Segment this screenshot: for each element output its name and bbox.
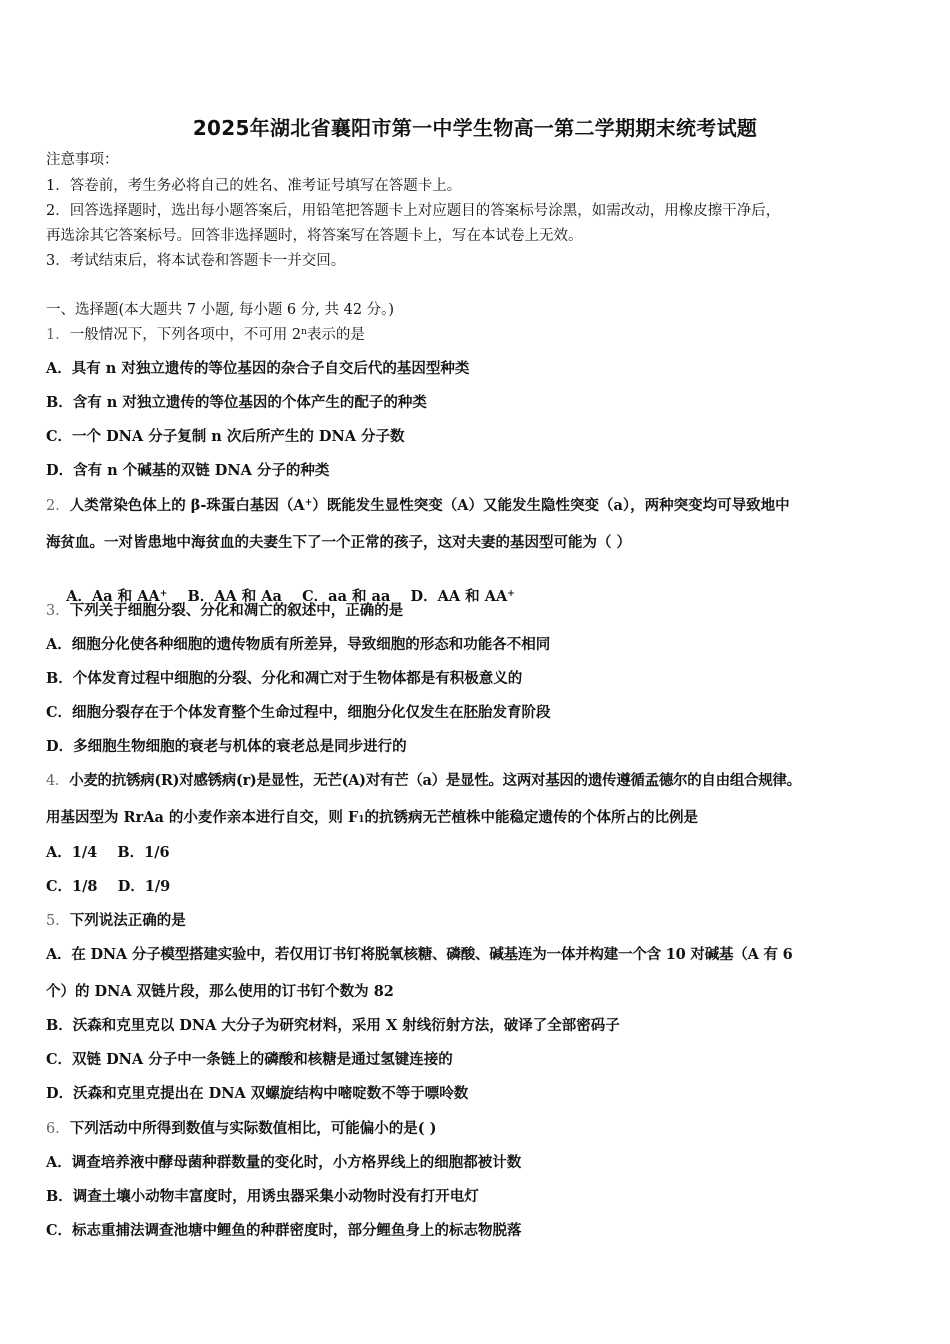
question-number: 6． [46,1121,70,1137]
question-number: 3． [46,603,70,619]
question-3-option-a: A．细胞分化使各种细胞的遗传物质有所差异，导致细胞的形态和功能各不相同 [46,636,551,653]
question-number: 5． [46,913,70,929]
notice-item-2: 2．回答选择题时，选出每小题答案后，用铅笔把答题卡上对应题目的答案标号涂黑，如需改动，用橡皮擦干净后， [46,203,781,219]
section-heading: 一、选择题(本大题共 7 小题, 每小题 6 分, 共 42 分。) [46,302,395,318]
question-3-option-b: B．个体发育过程中细胞的分裂、分化和凋亡对于生物体都是有积极意义的 [46,670,523,687]
question-6-stem: 6．下列活动中所得到数值与实际数值相比，可能偏小的是( ) [46,1120,437,1137]
question-6-option-b: B．调查土壤小动物丰富度时，用诱虫器采集小动物时没有打开电灯 [46,1188,479,1205]
question-5-option-b: B．沃森和克里克以 DNA 大分子为研究材料，采用 X 射线衍射方法，破译了全部密码子 [46,1017,620,1034]
question-6-option-c: C．标志重捕法调查池塘中鲤鱼的种群密度时，部分鲤鱼身上的标志物脱落 [46,1222,522,1239]
question-3-option-c: C．细胞分裂存在于个体发育整个生命过程中，细胞分化仅发生在胚胎发育阶段 [46,704,551,721]
question-5-stem: 5．下列说法正确的是 [46,912,186,929]
notice-item-1: 1．答卷前，考生务必将自己的姓名、准考证号填写在答题卡上。 [46,178,462,194]
question-2-stem-cont: 海贫血。一对皆患地中海贫血的夫妻生下了一个正常的孩子，这对夫妻的基因型可能为（ ） [46,534,632,551]
question-1-option-c: C．一个 DNA 分子复制 n 次后所产生的 DNA 分子数 [46,428,405,445]
question-4-options-cd: C．1/8 D．1/9 [46,878,171,895]
question-number: 2． [46,498,70,514]
notice-item-2-cont: 再选涂其它答案标号。回答非选择题时，将答案写在答题卡上，写在本试卷上无效。 [46,228,583,244]
question-5-option-c: C．双链 DNA 分子中一条链上的磷酸和核糖是通过氢键连接的 [46,1051,453,1068]
notice-item-3: 3．考试结束后，将本试卷和答题卡一并交回。 [46,253,346,269]
question-4-stem-cont: 用基因型为 RrAa 的小麦作亲本进行自交，则 $F_1$的抗锈病无芒植株中能稳定遗传的个体所占的比例是 [46,809,699,826]
question-4-options-ab: A．1/4 B．1/6 [46,844,170,861]
question-2-options: A．Aa 和 AA+ B．AA 和 Aa C．aa 和 aa D．AA 和 AA+ [66,588,515,605]
page-title: 2025年湖北省襄阳市第一中学生物高一第二学期期末统考试题 [192,116,758,140]
question-5-option-d: D．沃森和克里克提出在 DNA 双螺旋结构中嘧啶数不等于嘌呤数 [46,1085,469,1102]
question-number: 4． [46,773,70,789]
notice-heading: 注意事项： [46,152,119,168]
question-1-option-b: B．含有 n 对独立遗传的等位基因的个体产生的配子的种类 [46,394,427,411]
question-5-option-a-cont: 个）的 DNA 双链片段，那么使用的订书钉个数为 82 [46,983,394,1000]
question-5-option-a: A．在 DNA 分子模型搭建实验中，若仅用订书钉将脱氧核糖、磷酸、碱基连为一体并构建一个含 10 对碱基（A 有 6 [46,946,793,963]
question-4-stem: 4．小麦的抗锈病(R)对感锈病(r)是显性，无芒(A)对有芒（a）是显性。这两对基因的遗传遵循孟德尔的自由组合规律。 [46,772,801,789]
question-2-stem: 2．人类常染色体上的 β-珠蛋白基因（A+）既能发生显性突变（A）又能发生隐性突变（a），两种突变均可导致地中 [46,497,790,514]
question-6-option-a: A．调查培养液中酵母菌种群数量的变化时，小方格界线上的细胞都被计数 [46,1154,522,1171]
question-number: 1． [46,327,70,343]
question-1-option-a: A．具有 n 对独立遗传的等位基因的杂合子自交后代的基因型种类 [46,360,470,377]
question-3-option-d: D．多细胞生物细胞的衰老与机体的衰老总是同步进行的 [46,738,407,755]
question-3-stem: 3．下列关于细胞分裂、分化和凋亡的叙述中，正确的是 [46,602,404,619]
question-1-option-d: D．含有 n 个碱基的双链 DNA 分子的种类 [46,462,330,479]
question-1-stem: 1．一般情况下，下列各项中，不可用 2$^n$表示的是 [46,327,365,343]
